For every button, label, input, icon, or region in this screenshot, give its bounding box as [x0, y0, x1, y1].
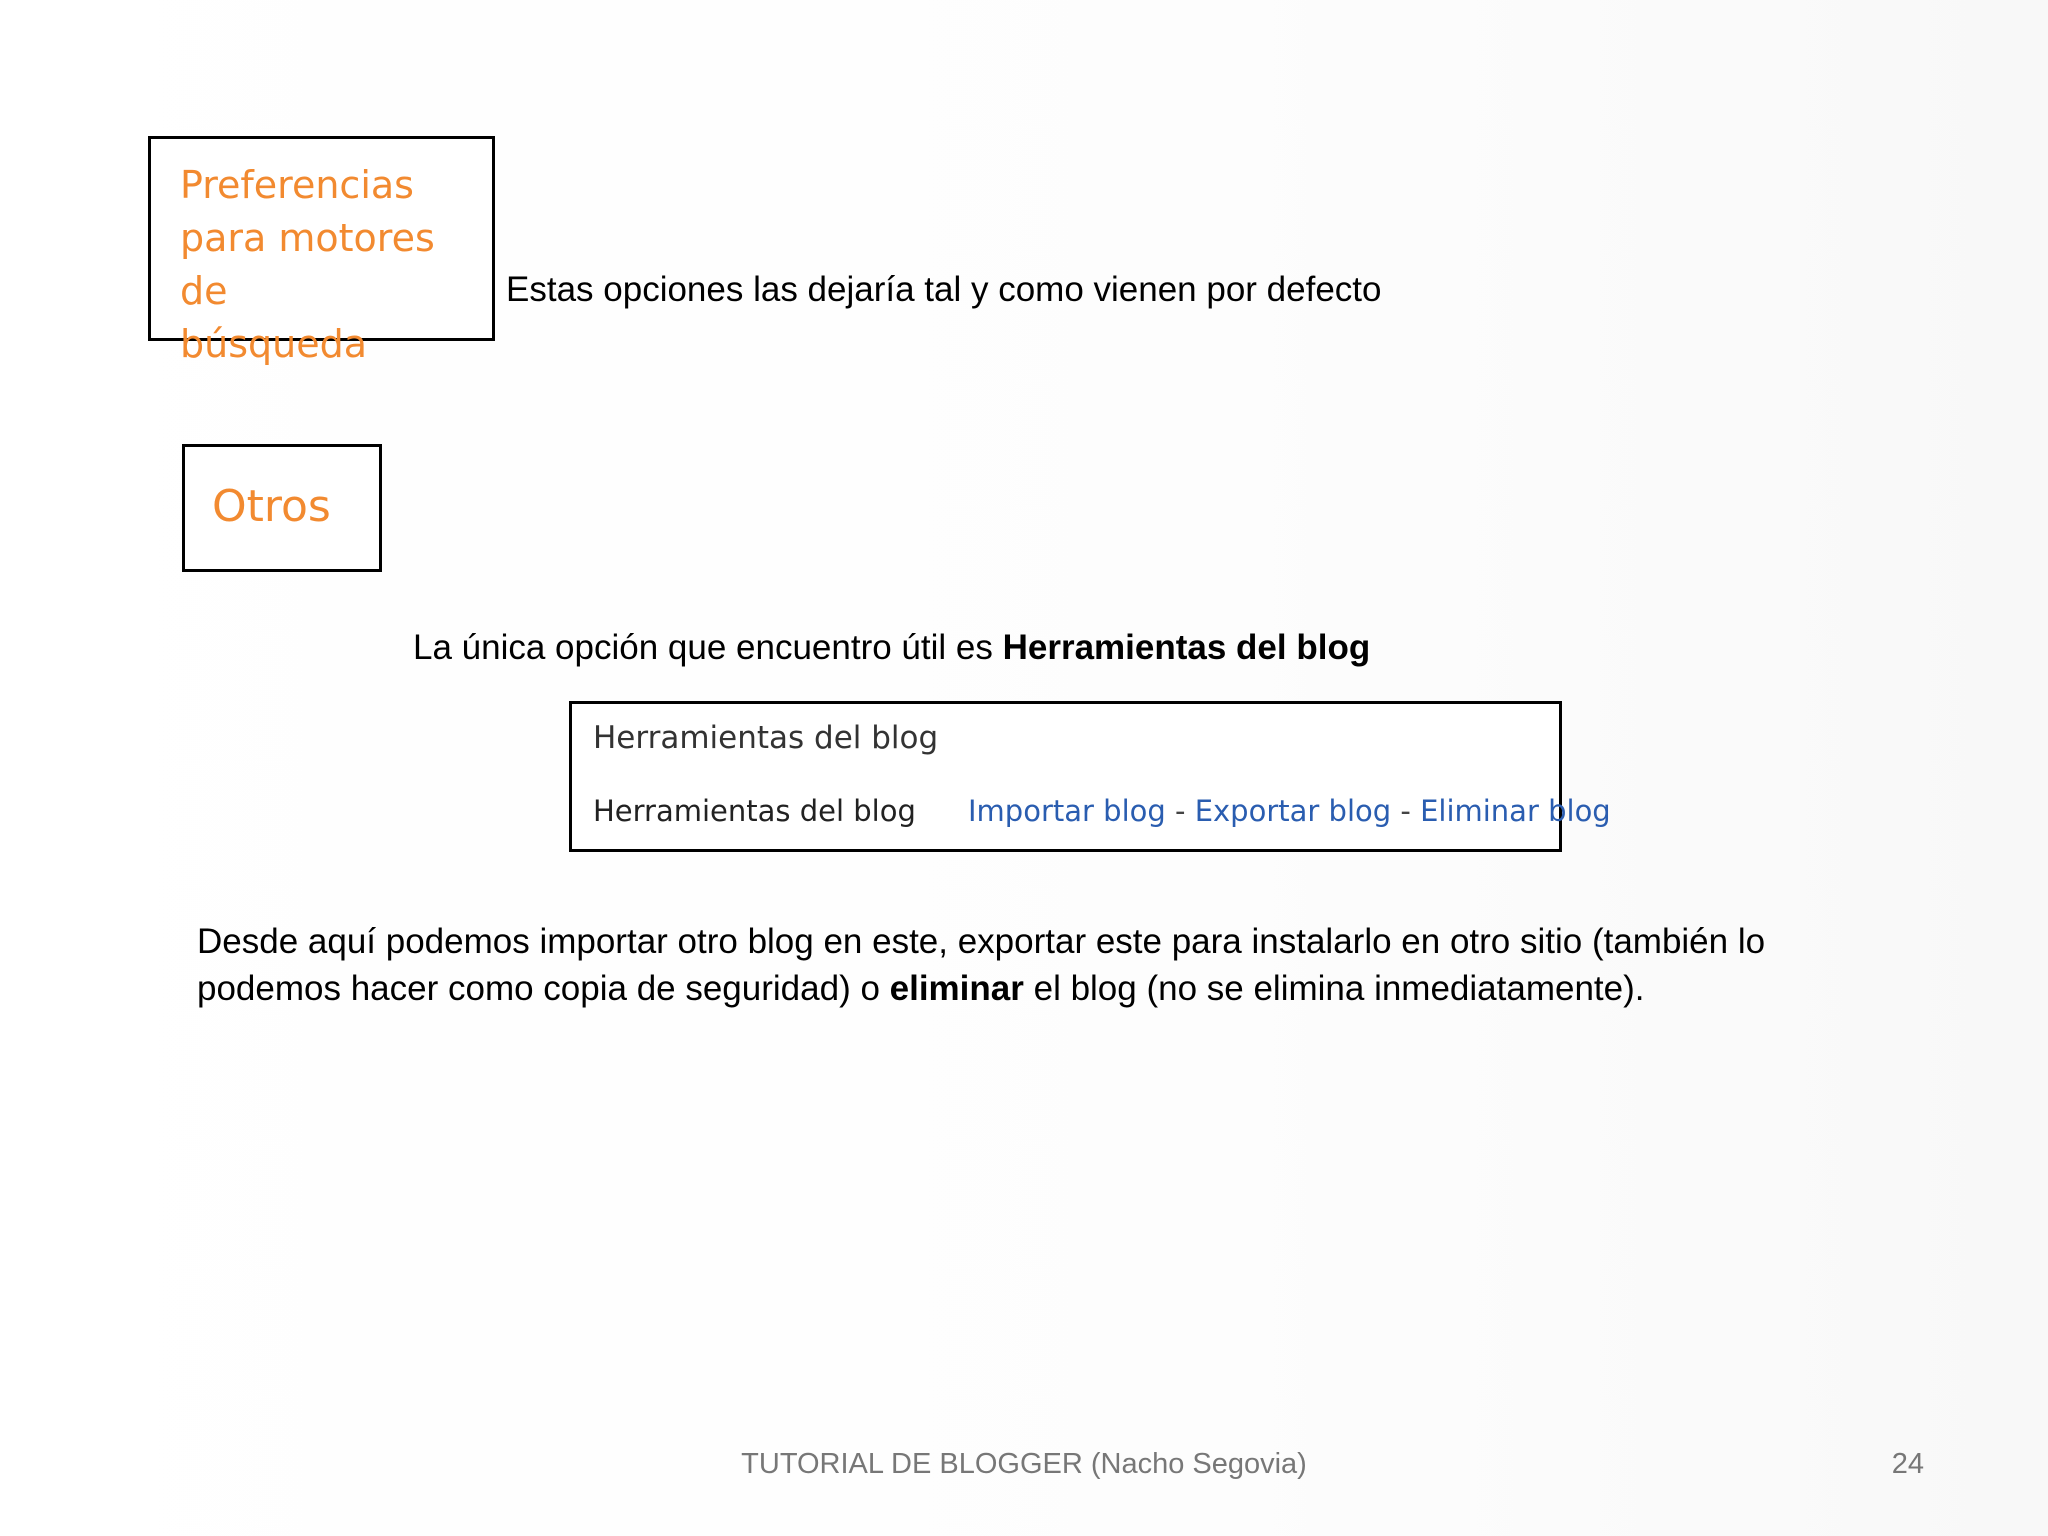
- label-line: búsqueda: [180, 322, 367, 366]
- otros-label: Otros: [212, 481, 331, 532]
- delete-blog-link[interactable]: Eliminar blog: [1420, 794, 1611, 828]
- only-option-text: La única opción que encuentro útil es: [413, 628, 1003, 667]
- link-separator: -: [1165, 794, 1195, 828]
- only-option-note: [413, 624, 1370, 671]
- import-blog-link[interactable]: Importar blog: [968, 794, 1166, 828]
- label-line: Preferencias: [180, 163, 414, 207]
- search-engine-preferences-label: [180, 159, 492, 371]
- export-blog-link[interactable]: Exportar blog: [1194, 794, 1392, 828]
- description-text-end: el blog (no se elimina inmediatamente).: [1023, 969, 1645, 1008]
- footer-title: TUTORIAL DE BLOGGER (Nacho Segovia): [741, 1448, 1307, 1480]
- page-number: 24: [1891, 1448, 1924, 1480]
- label-line: para motores de: [180, 216, 435, 313]
- description-bold: eliminar: [889, 969, 1024, 1008]
- link-separator: -: [1391, 794, 1421, 828]
- only-option-bold: Herramientas del blog: [1002, 628, 1371, 667]
- blog-tools-links: [968, 794, 1611, 828]
- description-text: Desde aquí podemos importar otro blog en este, exportar este para instalarlo en otro sitio (también lo podemos hacer como copia de seguridad) o: [197, 922, 1766, 1008]
- description-paragraph: [197, 918, 1897, 1012]
- preferences-note: Estas opciones las dejaría tal y como vienen por defecto: [506, 270, 1382, 309]
- blog-tools-row-label: Herramientas del blog: [593, 794, 916, 828]
- blog-tools-screenshot: [569, 701, 1611, 852]
- otros-screenshot: [182, 444, 382, 572]
- search-engine-preferences-screenshot: [148, 136, 495, 366]
- blog-tools-title: Herramientas del blog: [593, 720, 939, 756]
